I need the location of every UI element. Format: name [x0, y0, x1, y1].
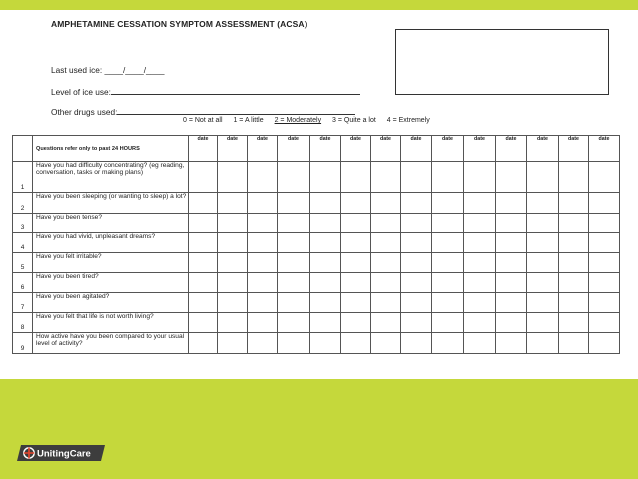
score-cell[interactable] — [432, 193, 464, 214]
question-text: Have you felt that life is not worth living? — [33, 313, 189, 333]
score-cell[interactable] — [464, 253, 496, 273]
score-cell[interactable] — [559, 214, 589, 233]
score-cell[interactable] — [310, 233, 341, 253]
question-text: Have you had vivid, unpleasant dreams? — [33, 233, 189, 253]
score-cell[interactable] — [496, 293, 527, 313]
score-cell[interactable] — [218, 233, 248, 253]
score-cell[interactable] — [559, 162, 589, 193]
question-text: Have you had difficulty concentrating? (eg reading, conversation, tasks or making plans) — [33, 162, 189, 193]
score-cell[interactable] — [218, 273, 248, 293]
score-cell[interactable] — [464, 293, 496, 313]
date-header-cell[interactable]: date — [278, 136, 310, 162]
score-cell[interactable] — [218, 193, 248, 214]
score-cell[interactable] — [589, 273, 620, 293]
score-cell[interactable] — [371, 293, 401, 313]
score-cell[interactable] — [248, 273, 278, 293]
score-cell[interactable] — [248, 333, 278, 354]
date-header-cell[interactable]: date — [559, 136, 589, 162]
score-cell[interactable] — [527, 273, 559, 293]
brand-name: UnitingCare — [37, 448, 91, 460]
score-cell[interactable] — [432, 253, 464, 273]
score-cell[interactable] — [464, 333, 496, 354]
score-cell[interactable] — [559, 193, 589, 214]
legend-item: 0 = Not at all — [183, 117, 223, 124]
score-cell[interactable] — [464, 214, 496, 233]
score-cell[interactable] — [589, 214, 620, 233]
row-number: 9 — [13, 333, 33, 354]
score-cell[interactable] — [278, 214, 310, 233]
score-cell[interactable] — [341, 193, 371, 214]
score-cell[interactable] — [464, 313, 496, 333]
score-cell[interactable] — [589, 193, 620, 214]
score-cell[interactable] — [464, 162, 496, 193]
row-number: 8 — [13, 313, 33, 333]
score-cell[interactable] — [464, 233, 496, 253]
date-header-cell[interactable]: date — [589, 136, 620, 162]
score-cell[interactable] — [278, 333, 310, 354]
top-band — [0, 0, 638, 10]
score-cell[interactable] — [401, 233, 432, 253]
score-cell[interactable] — [559, 253, 589, 273]
score-cell[interactable] — [432, 214, 464, 233]
score-cell[interactable] — [527, 193, 559, 214]
score-cell[interactable] — [189, 293, 218, 313]
date-header-cell[interactable]: date — [218, 136, 248, 162]
last-used-field[interactable] — [51, 65, 164, 75]
row-number: 7 — [13, 293, 33, 313]
score-cell[interactable] — [248, 313, 278, 333]
score-cell[interactable] — [341, 333, 371, 354]
row-number: 1 — [13, 162, 33, 193]
score-cell[interactable] — [401, 313, 432, 333]
header-number-cell — [13, 136, 33, 162]
table-row — [13, 333, 620, 354]
score-cell[interactable] — [189, 253, 218, 273]
table-row — [13, 253, 620, 273]
score-cell[interactable] — [559, 233, 589, 253]
question-text: Have you been sleeping (or wanting to sleep) a lot? — [33, 193, 189, 214]
score-cell[interactable] — [218, 333, 248, 354]
score-cell[interactable] — [310, 293, 341, 313]
score-cell[interactable] — [371, 162, 401, 193]
score-cell[interactable] — [189, 313, 218, 333]
date-header-cell[interactable]: date — [401, 136, 432, 162]
score-cell[interactable] — [371, 214, 401, 233]
score-cell[interactable] — [218, 313, 248, 333]
score-cell[interactable] — [278, 193, 310, 214]
score-cell[interactable] — [341, 313, 371, 333]
score-cell[interactable] — [527, 233, 559, 253]
score-cell[interactable] — [496, 193, 527, 214]
date-header-cell[interactable]: date — [464, 136, 496, 162]
score-cell[interactable] — [464, 273, 496, 293]
legend-item: 4 = Extremely — [386, 117, 430, 124]
score-cell[interactable] — [496, 253, 527, 273]
date-header-cell[interactable]: date — [496, 136, 527, 162]
score-cell[interactable] — [401, 293, 432, 313]
rating-legend — [183, 117, 439, 124]
score-cell[interactable] — [218, 253, 248, 273]
score-cell[interactable] — [218, 162, 248, 193]
symptom-table — [12, 135, 620, 354]
score-cell[interactable] — [496, 162, 527, 193]
score-cell[interactable] — [341, 233, 371, 253]
table-row — [13, 214, 620, 233]
score-cell[interactable] — [371, 253, 401, 273]
table-row — [13, 162, 620, 193]
score-cell[interactable] — [496, 333, 527, 354]
score-cell[interactable] — [189, 214, 218, 233]
date-header-cell[interactable]: date — [432, 136, 464, 162]
form-title-end: ) — [304, 19, 308, 29]
header-question-cell: Questions refer only to past 24 HOURS — [33, 136, 189, 162]
score-cell[interactable] — [527, 333, 559, 354]
score-cell[interactable] — [248, 214, 278, 233]
question-text: Have you felt irritable? — [33, 253, 189, 273]
score-cell[interactable] — [401, 253, 432, 273]
score-cell[interactable] — [189, 162, 218, 193]
date-header-cell[interactable]: date — [527, 136, 559, 162]
score-cell[interactable] — [527, 313, 559, 333]
legend-item: 3 = Quite a lot — [332, 117, 376, 124]
date-header-cell[interactable]: date — [371, 136, 401, 162]
score-cell[interactable] — [278, 233, 310, 253]
score-cell[interactable] — [432, 233, 464, 253]
level-of-use-label: Level of ice use: — [51, 87, 111, 97]
score-cell[interactable] — [496, 214, 527, 233]
score-cell[interactable] — [589, 162, 620, 193]
score-cell[interactable] — [432, 333, 464, 354]
unitingcare-logo — [17, 444, 105, 462]
score-cell[interactable] — [589, 233, 620, 253]
score-cell[interactable] — [278, 162, 310, 193]
score-cell[interactable] — [341, 253, 371, 273]
form-title — [51, 19, 308, 29]
score-cell[interactable] — [589, 313, 620, 333]
score-cell[interactable] — [559, 293, 589, 313]
row-number: 3 — [13, 214, 33, 233]
score-cell[interactable] — [371, 333, 401, 354]
score-cell[interactable] — [496, 233, 527, 253]
score-cell[interactable] — [401, 214, 432, 233]
row-number: 6 — [13, 273, 33, 293]
score-cell[interactable] — [401, 193, 432, 214]
score-cell[interactable] — [589, 253, 620, 273]
score-cell[interactable] — [341, 273, 371, 293]
score-cell[interactable] — [401, 273, 432, 293]
score-cell[interactable] — [278, 313, 310, 333]
level-of-use-line[interactable] — [111, 86, 360, 95]
other-drugs-label: Other drugs used: — [51, 107, 118, 117]
table-row — [13, 193, 620, 214]
score-cell[interactable] — [371, 193, 401, 214]
legend-item: 1 = A little — [233, 117, 264, 124]
score-cell[interactable] — [527, 214, 559, 233]
score-cell[interactable] — [589, 293, 620, 313]
score-cell[interactable] — [371, 273, 401, 293]
table-row — [13, 233, 620, 253]
question-text: Have you been agitated? — [33, 293, 189, 313]
score-cell[interactable] — [189, 193, 218, 214]
score-cell[interactable] — [310, 273, 341, 293]
score-cell[interactable] — [310, 333, 341, 354]
form-title-text: AMPHETAMINE CESSATION SYMPTOM ASSESSMENT (ACSA — [51, 19, 305, 29]
score-cell[interactable] — [189, 333, 218, 354]
score-cell[interactable] — [310, 313, 341, 333]
last-used-label: Last used ice: ____/____/____ — [51, 65, 165, 75]
score-cell[interactable] — [341, 214, 371, 233]
row-number: 4 — [13, 233, 33, 253]
score-cell[interactable] — [248, 193, 278, 214]
score-cell[interactable] — [432, 162, 464, 193]
date-header-cell[interactable]: date — [189, 136, 218, 162]
score-cell[interactable] — [218, 214, 248, 233]
score-cell[interactable] — [559, 273, 589, 293]
other-drugs-line[interactable] — [117, 106, 355, 115]
score-cell[interactable] — [527, 162, 559, 193]
row-number: 5 — [13, 253, 33, 273]
legend-item: 2 = Moderately — [274, 117, 322, 124]
notes-box[interactable] — [395, 29, 609, 95]
date-header-cell[interactable]: date — [341, 136, 371, 162]
score-cell[interactable] — [310, 162, 341, 193]
score-cell[interactable] — [432, 273, 464, 293]
score-cell[interactable] — [341, 293, 371, 313]
row-number: 2 — [13, 193, 33, 214]
score-cell[interactable] — [401, 162, 432, 193]
score-cell[interactable] — [218, 293, 248, 313]
score-cell[interactable] — [278, 273, 310, 293]
score-cell[interactable] — [310, 214, 341, 233]
score-cell[interactable] — [371, 313, 401, 333]
score-cell[interactable] — [248, 253, 278, 273]
score-cell[interactable] — [589, 333, 620, 354]
score-cell[interactable] — [496, 273, 527, 293]
score-cell[interactable] — [559, 333, 589, 354]
score-cell[interactable] — [248, 293, 278, 313]
score-cell[interactable] — [278, 253, 310, 273]
score-cell[interactable] — [310, 253, 341, 273]
date-header-cell[interactable]: date — [248, 136, 278, 162]
other-drugs-field[interactable] — [51, 106, 355, 117]
question-text: Have you been tense? — [33, 214, 189, 233]
score-cell[interactable] — [189, 233, 218, 253]
score-cell[interactable] — [432, 313, 464, 333]
score-cell[interactable] — [248, 233, 278, 253]
score-cell[interactable] — [496, 313, 527, 333]
score-cell[interactable] — [559, 313, 589, 333]
table-row — [13, 293, 620, 313]
score-cell[interactable] — [432, 293, 464, 313]
header-row — [13, 136, 620, 162]
table-row — [13, 273, 620, 293]
level-of-use-field[interactable] — [51, 86, 360, 97]
score-cell[interactable] — [189, 273, 218, 293]
score-cell[interactable] — [371, 233, 401, 253]
score-cell[interactable] — [464, 193, 496, 214]
table-row — [13, 313, 620, 333]
date-header-cell[interactable]: date — [310, 136, 341, 162]
score-cell[interactable] — [527, 253, 559, 273]
question-text: Have you been tired? — [33, 273, 189, 293]
score-cell[interactable] — [341, 162, 371, 193]
question-text: How active have you been compared to your usual level of activity? — [33, 333, 189, 354]
score-cell[interactable] — [278, 293, 310, 313]
score-cell[interactable] — [401, 333, 432, 354]
score-cell[interactable] — [527, 293, 559, 313]
score-cell[interactable] — [248, 162, 278, 193]
score-cell[interactable] — [310, 193, 341, 214]
